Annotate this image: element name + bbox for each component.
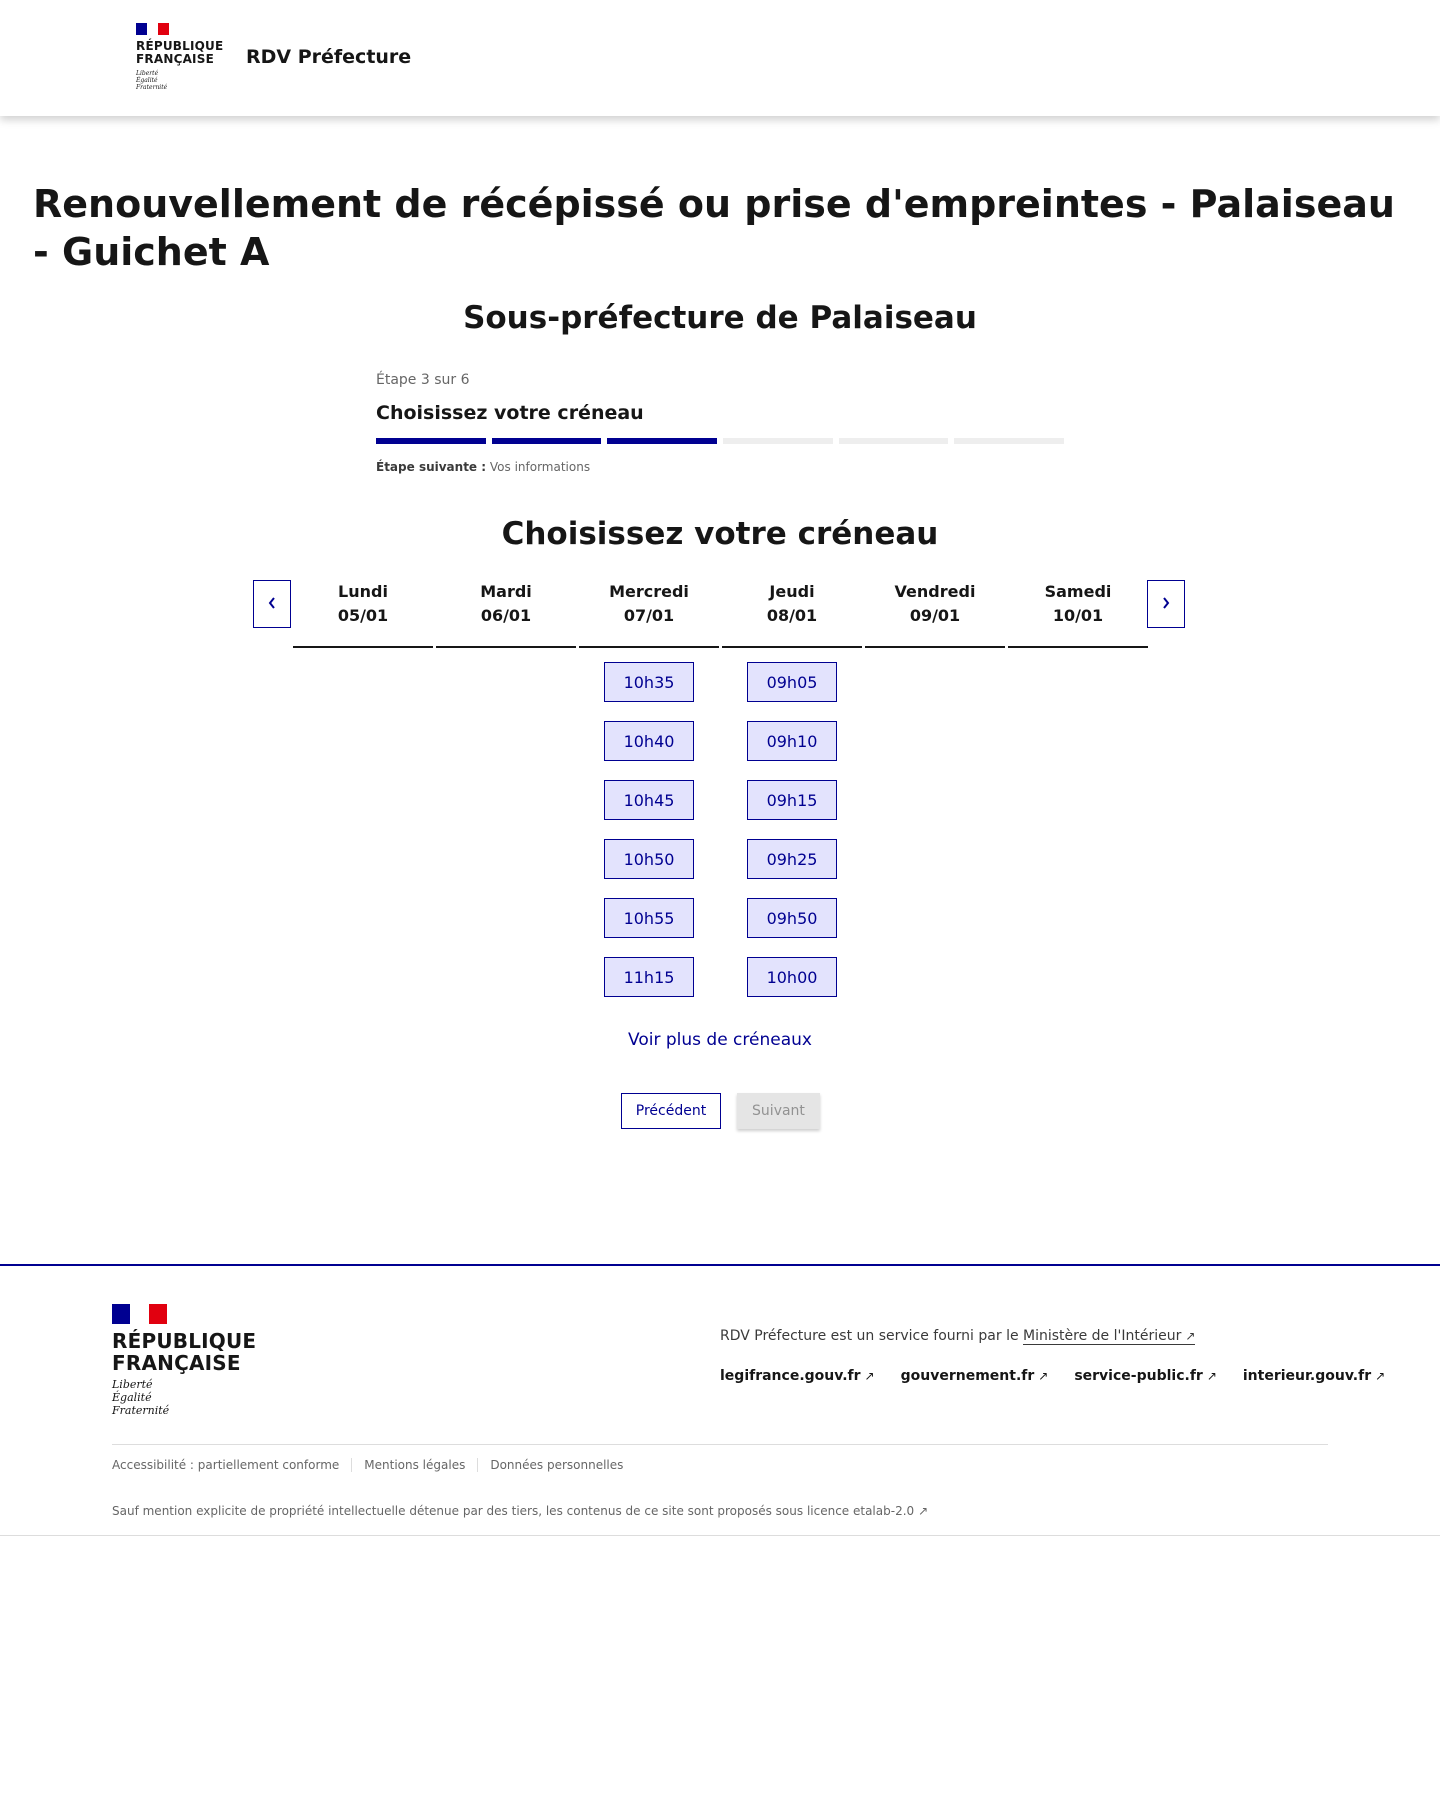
step-segment: [376, 438, 486, 444]
time-slot-button[interactable]: 10h45: [604, 780, 694, 820]
footer-link[interactable]: interieur.gouv.fr ↗: [1242, 1368, 1386, 1384]
day-header: [579, 580, 719, 648]
external-link-icon: ↗: [1185, 1329, 1196, 1343]
footer-link[interactable]: legifrance.gouv.fr ↗: [720, 1368, 875, 1384]
footer-links: [720, 1368, 1385, 1384]
footer-bottom-divider: [0, 1535, 1440, 1536]
step-segment: [607, 438, 717, 444]
day-name: Jeudi: [769, 582, 815, 601]
day-column: [293, 580, 433, 648]
day-name: Mercredi: [609, 582, 689, 601]
time-slot-button[interactable]: 10h00: [747, 957, 837, 997]
time-slot-button[interactable]: 10h55: [604, 898, 694, 938]
external-link-icon: ↗: [1038, 1369, 1049, 1383]
site-footer: [0, 1264, 1440, 1536]
time-slot-button[interactable]: 09h10: [747, 721, 837, 761]
day-date: 05/01: [337, 606, 389, 625]
stepper: [376, 372, 1064, 474]
day-name: Samedi: [1044, 582, 1112, 601]
republique-text: RÉPUBLIQUE FRANÇAISE: [136, 39, 224, 66]
day-header: [436, 580, 576, 648]
step-next: [376, 460, 1064, 474]
time-slot-button[interactable]: 11h15: [604, 957, 694, 997]
chevron-right-icon: [1161, 594, 1171, 615]
previous-button[interactable]: Précédent: [621, 1093, 721, 1129]
more-slots-link[interactable]: Voir plus de créneaux: [628, 1030, 812, 1050]
footer-legal-link[interactable]: Mentions légales: [351, 1458, 477, 1472]
time-slot-button[interactable]: 09h05: [747, 662, 837, 702]
service-name[interactable]: RDV Préfecture: [246, 46, 412, 68]
footer-legal-link[interactable]: Accessibilité : partiellement conforme: [112, 1458, 340, 1472]
footer-republique-text: RÉPUBLIQUE FRANÇAISE: [112, 1329, 257, 1375]
chevron-left-icon: [267, 594, 277, 615]
marianne-flag-icon: [112, 1304, 167, 1324]
marianne-flag-icon: [136, 23, 169, 35]
step-title: Choisissez votre créneau: [376, 402, 644, 424]
step-count: Étape 3 sur 6: [376, 372, 470, 388]
day-column: [722, 580, 862, 997]
step-segment: [839, 438, 949, 444]
step-segment: [492, 438, 602, 444]
day-column: [579, 580, 719, 997]
step-segment: [954, 438, 1064, 444]
time-slot-button[interactable]: 10h40: [604, 721, 694, 761]
slots-title: Choisissez votre créneau: [501, 516, 939, 552]
footer-link[interactable]: service-public.fr ↗: [1074, 1368, 1217, 1384]
day-header: [722, 580, 862, 648]
page-subtitle: Sous-préfecture de Palaiseau: [463, 300, 977, 336]
ministry-link[interactable]: Ministère de l'Intérieur ↗: [1023, 1328, 1196, 1344]
day-date: 06/01: [480, 606, 532, 625]
time-slot-button[interactable]: 09h15: [747, 780, 837, 820]
day-date: 07/01: [623, 606, 675, 625]
time-slot-button[interactable]: 10h50: [604, 839, 694, 879]
next-button[interactable]: Suivant: [737, 1093, 820, 1129]
site-header: [0, 0, 1440, 116]
footer-service-text: RDV Préfecture est un service fourni par le Ministère de l'Intérieur ↗: [720, 1328, 1196, 1344]
day-name: Vendredi: [894, 582, 976, 601]
day-header: [1008, 580, 1148, 648]
footer-republique-logo[interactable]: [112, 1304, 256, 1417]
day-column: [1008, 580, 1148, 648]
day-column: [436, 580, 576, 648]
step-next-value: Vos informations: [489, 460, 591, 474]
time-slot-button[interactable]: 09h50: [747, 898, 837, 938]
external-link-icon: ↗: [918, 1504, 929, 1518]
devise: Liberté Égalité Fraternité: [136, 70, 168, 91]
day-date: 10/01: [1052, 606, 1104, 625]
step-next-label: Étape suivante :: [376, 460, 487, 474]
day-date: 09/01: [909, 606, 961, 625]
day-header: [293, 580, 433, 648]
time-slot-button[interactable]: 10h35: [604, 662, 694, 702]
day-header: [865, 580, 1005, 648]
day-name: Lundi: [338, 582, 388, 601]
day-column: [865, 580, 1005, 648]
time-slot-button[interactable]: 09h25: [747, 839, 837, 879]
day-name: Mardi: [480, 582, 532, 601]
next-week-button[interactable]: [1147, 580, 1185, 628]
footer-divider: [112, 1444, 1328, 1445]
footer-link[interactable]: gouvernement.fr ↗: [900, 1368, 1049, 1384]
previous-week-button[interactable]: [253, 580, 291, 628]
footer-legal-link[interactable]: Données personnelles: [477, 1458, 635, 1472]
step-progress-bar: [376, 438, 1064, 444]
day-date: 08/01: [766, 606, 818, 625]
republique-logo[interactable]: [136, 23, 223, 91]
step-segment: [723, 438, 833, 444]
page-title: Renouvellement de récépissé ou prise d'empreintes - Palaiseau - Guichet A: [33, 182, 1395, 274]
footer-legal-links: [112, 1458, 635, 1472]
license-link[interactable]: licence etalab-2.0 ↗: [806, 1504, 929, 1518]
footer-license: Sauf mention explicite de propriété intellectuelle détenue par des tiers, les contenus de ce site sont proposés sous licence etalab-2.0 ↗: [112, 1504, 929, 1518]
footer-devise: Liberté Égalité Fraternité: [112, 1378, 170, 1417]
external-link-icon: ↗: [1206, 1369, 1217, 1383]
external-link-icon: ↗: [864, 1369, 875, 1383]
external-link-icon: ↗: [1375, 1369, 1386, 1383]
